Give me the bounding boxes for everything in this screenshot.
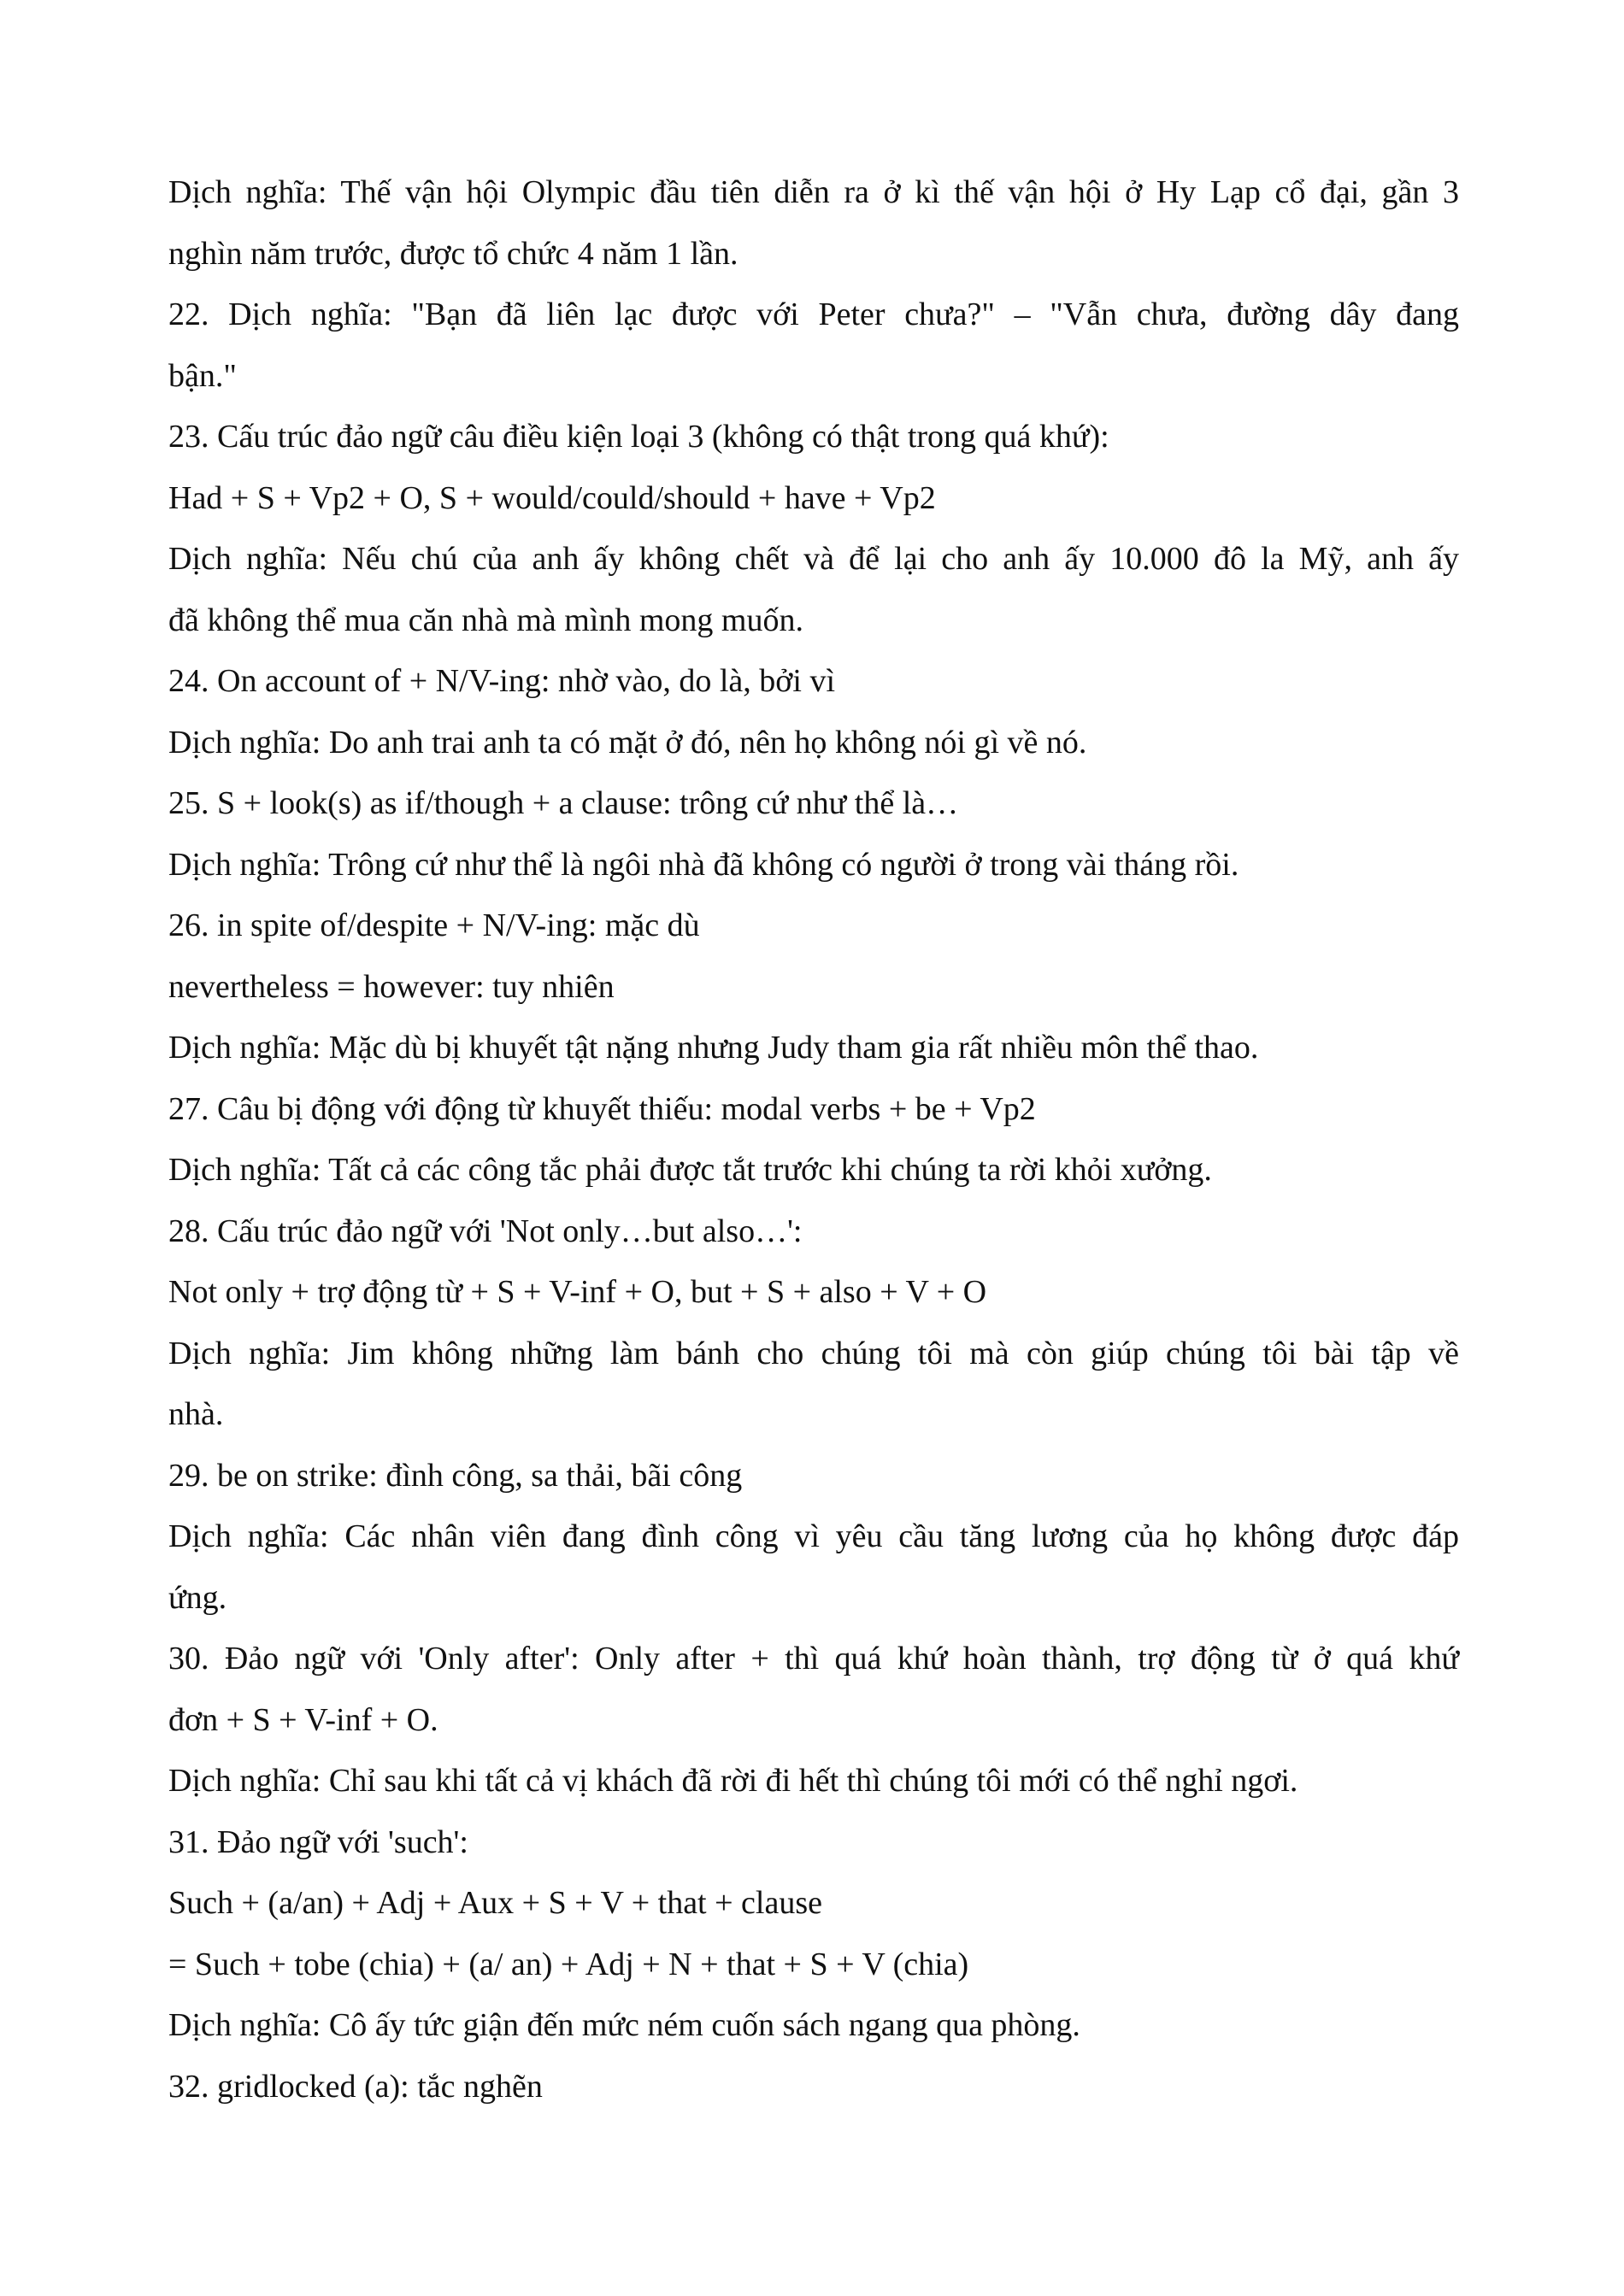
text-line: Dịch nghĩa: Các nhân viên đang đình công vì yêu cầu tăng lương của họ không được đáp bbox=[168, 1518, 1459, 1554]
text-line: Dịch nghĩa: Chỉ sau khi tất cả vị khách đã rời đi hết thì chúng tôi mới có thể nghỉ ngơi. bbox=[168, 1763, 1298, 1799]
text-line: ứng. bbox=[168, 1579, 227, 1616]
text-line: đơn + S + V-inf + O. bbox=[168, 1701, 438, 1738]
text-line: 22. Dịch nghĩa: "Bạn đã liên lạc được với Peter chưa?" – "Vẫn chưa, đường dây đang bbox=[168, 297, 1459, 332]
text-line: = Such + tobe (chia) + (a/ an) + Adj + N + that + S + V (chia) bbox=[168, 1946, 969, 1982]
document-body bbox=[168, 162, 1459, 2117]
text-line: Dịch nghĩa: Thế vận hội Olympic đầu tiên diễn ra ở kì thế vận hội ở Hy Lạp cổ đại, gần 3 bbox=[168, 174, 1459, 210]
text-line: Dịch nghĩa: Nếu chú của anh ấy không chết và để lại cho anh ấy 10.000 đô la Mỹ, anh ấy bbox=[168, 541, 1459, 577]
text-line: 27. Câu bị động với động từ khuyết thiếu: modal verbs + be + Vp2 bbox=[168, 1090, 1036, 1127]
text-line: Dịch nghĩa: Do anh trai anh ta có mặt ở đó, nên họ không nói gì về nó. bbox=[168, 724, 1087, 760]
text-line: Dịch nghĩa: Jim không những làm bánh cho chúng tôi mà còn giúp chúng tôi bài tập về bbox=[168, 1335, 1459, 1371]
text-line: 31. Đảo ngữ với 'such': bbox=[168, 1823, 468, 1860]
text-line: 30. Đảo ngữ với 'Only after': Only after + thì quá khứ hoàn thành, trợ động từ ở quá khứ bbox=[168, 1641, 1459, 1676]
text-line: Had + S + Vp2 + O, S + would/could/should + have + Vp2 bbox=[168, 479, 936, 516]
text-line: Dịch nghĩa: Trông cứ như thể là ngôi nhà đã không có người ở trong vài tháng rồi. bbox=[168, 846, 1239, 883]
text-line: nghìn năm trước, được tổ chức 4 năm 1 lần. bbox=[168, 235, 738, 272]
text-line: Such + (a/an) + Adj + Aux + S + V + that + clause bbox=[168, 1885, 822, 1921]
text-line: nhà. bbox=[168, 1396, 224, 1432]
text-line: bận." bbox=[168, 357, 237, 394]
text-line: 32. gridlocked (a): tắc nghẽn bbox=[168, 2068, 543, 2105]
text-line: Dịch nghĩa: Tất cả các công tắc phải được tắt trước khi chúng ta rời khỏi xưởng. bbox=[168, 1152, 1212, 1188]
text-line: Dịch nghĩa: Cô ấy tức giận đến mức ném cuốn sách ngang qua phòng. bbox=[168, 2007, 1080, 2043]
text-line: nevertheless = however: tuy nhiên bbox=[168, 968, 615, 1005]
text-line: 24. On account of + N/V-ing: nhờ vào, do là, bởi vì bbox=[168, 663, 836, 699]
text-line: Dịch nghĩa: Mặc dù bị khuyết tật nặng nhưng Judy tham gia rất nhiều môn thể thao. bbox=[168, 1030, 1259, 1066]
text-line: 29. be on strike: đình công, sa thải, bãi công bbox=[168, 1457, 743, 1494]
text-line: 23. Cấu trúc đảo ngữ câu điều kiện loại 3 (không có thật trong quá khứ): bbox=[168, 419, 1109, 455]
text-line: 26. in spite of/despite + N/V-ing: mặc dù bbox=[168, 907, 700, 943]
text-line: 28. Cấu trúc đảo ngữ với 'Not only…but also…': bbox=[168, 1213, 803, 1249]
text-line: Not only + trợ động từ + S + V-inf + O, but + S + also + V + O bbox=[168, 1274, 987, 1310]
text-line: đã không thể mua căn nhà mà mình mong muốn. bbox=[168, 602, 803, 638]
text-line: 25. S + look(s) as if/though + a clause: trông cứ như thể là… bbox=[168, 785, 959, 821]
